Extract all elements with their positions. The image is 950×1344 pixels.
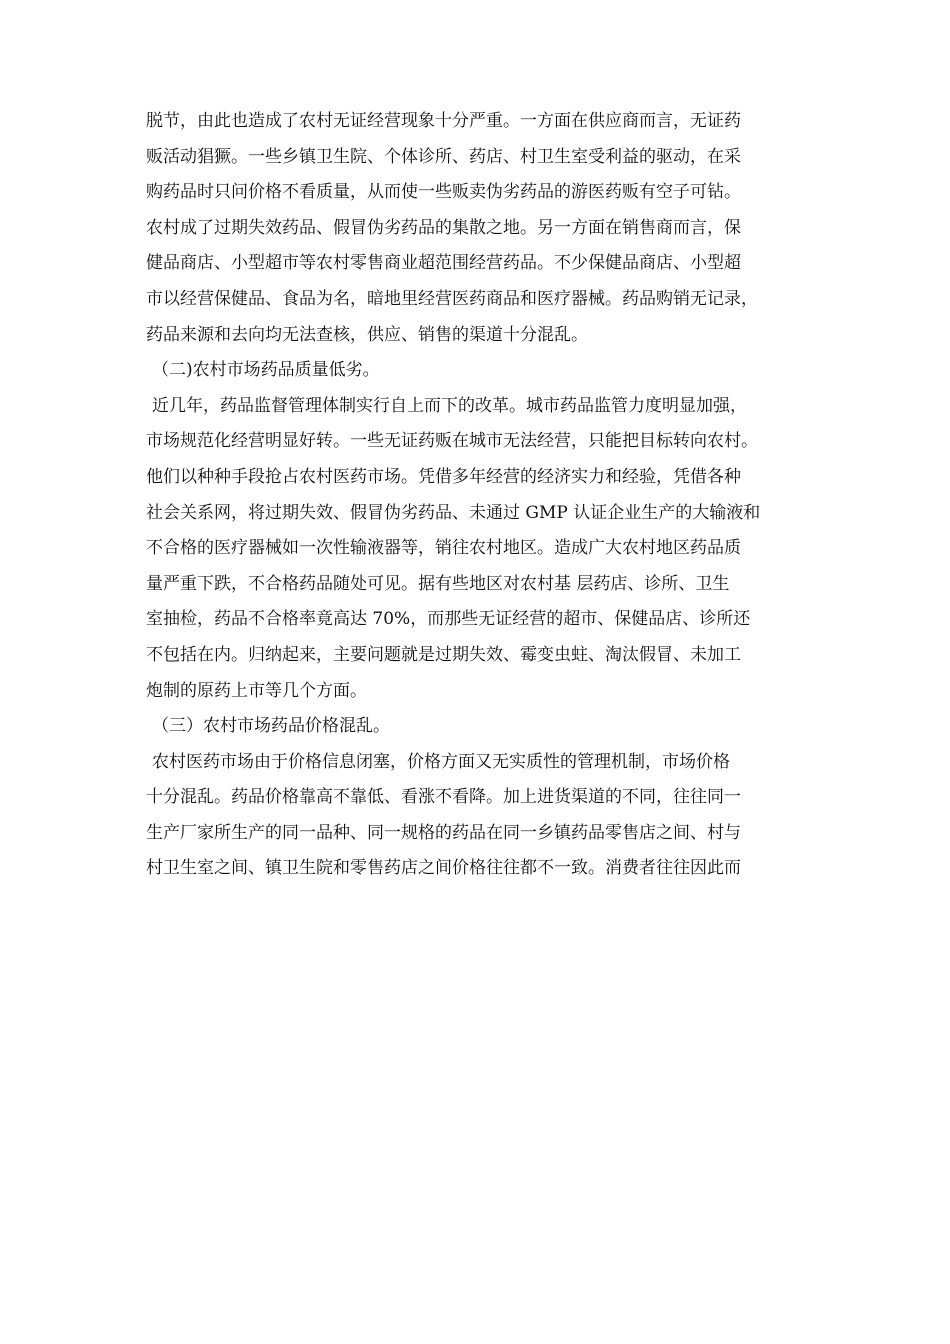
text-line: 贩活动猖獗。一些乡镇卫生院、个体诊所、药店、村卫生室受利益的驱动，在采 bbox=[146, 146, 741, 167]
text-line: 药品来源和去向均无法查核，供应、销售的渠道十分混乱。 bbox=[146, 324, 588, 345]
text-line: 近几年，药品监督管理体制实行自上而下的改革。城市药品监管力度明显加强， bbox=[152, 395, 747, 416]
text-line: 他们以种种手段抢占农村医药市场。凭借多年经营的经济实力和经验，凭借各种 bbox=[146, 466, 741, 487]
document-body bbox=[146, 104, 816, 887]
text-line: 脱节，由此也造成了农村无证经营现象十分严重。一方面在供应商而言，无证药 bbox=[146, 111, 741, 131]
text-line: 购药品时只问价格不看质量，从而使一些贩卖伪劣药品的游医药贩有空子可钻。 bbox=[146, 182, 741, 203]
text-line: 健品商店、小型超市等农村零售商业超范围经营药品。不少保健品商店、小型超 bbox=[146, 253, 741, 274]
section-heading: （二)农村市场药品质量低劣。 bbox=[152, 360, 380, 381]
text-line: 农村成了过期失效药品、假冒伪劣药品的集散之地。另一方面在销售商而言，保 bbox=[146, 217, 741, 238]
text-line: 炮制的原药上市等几个方面。 bbox=[146, 680, 367, 701]
text-line: 村卫生室之间、镇卫生院和零售药店之间价格往往都不一致。消费者往往因此而 bbox=[146, 858, 741, 879]
text-line: 农村医药市场由于价格信息闭塞，价格方面又无实质性的管理机制，市场价格 bbox=[152, 751, 730, 772]
text-line: 市以经营保健品、食品为名，暗地里经营医药商品和医疗器械。药品购销无记录， bbox=[146, 288, 758, 309]
text-line: 不包括在内。归纳起来，主要问题就是过期失效、霉变虫蛀、淘汰假冒、未加工 bbox=[146, 644, 741, 665]
section-heading: （三）农村市场药品价格混乱。 bbox=[152, 716, 390, 737]
text-line: 市场规范化经营明显好转。一些无证药贩在城市无法经营，只能把目标转向农村。 bbox=[146, 431, 758, 452]
text-line: 不合格的医疗器械如一次性输液器等，销往农村地区。造成广大农村地区药品质 bbox=[146, 538, 741, 559]
text-line: 量严重下跌，不合格药品随处可见。据有些地区对农村基 层药店、诊所、卫生 bbox=[146, 573, 730, 594]
text-line: 社会关系网，将过期失效、假冒伪劣药品、未通过 GMP 认证企业生产的大输液和 bbox=[146, 502, 761, 523]
text-line: 室抽检，药品不合格率竟高达 70%，而那些无证经营的超市、保健品店、诊所还 bbox=[146, 609, 751, 630]
text-line: 十分混乱。药品价格靠高不靠低、看涨不看降。加上进货渠道的不同，往往同一 bbox=[146, 787, 741, 808]
text-line: 生产厂家所生产的同一品种、同一规格的药品在同一乡镇药品零售店之间、村与 bbox=[146, 822, 741, 843]
